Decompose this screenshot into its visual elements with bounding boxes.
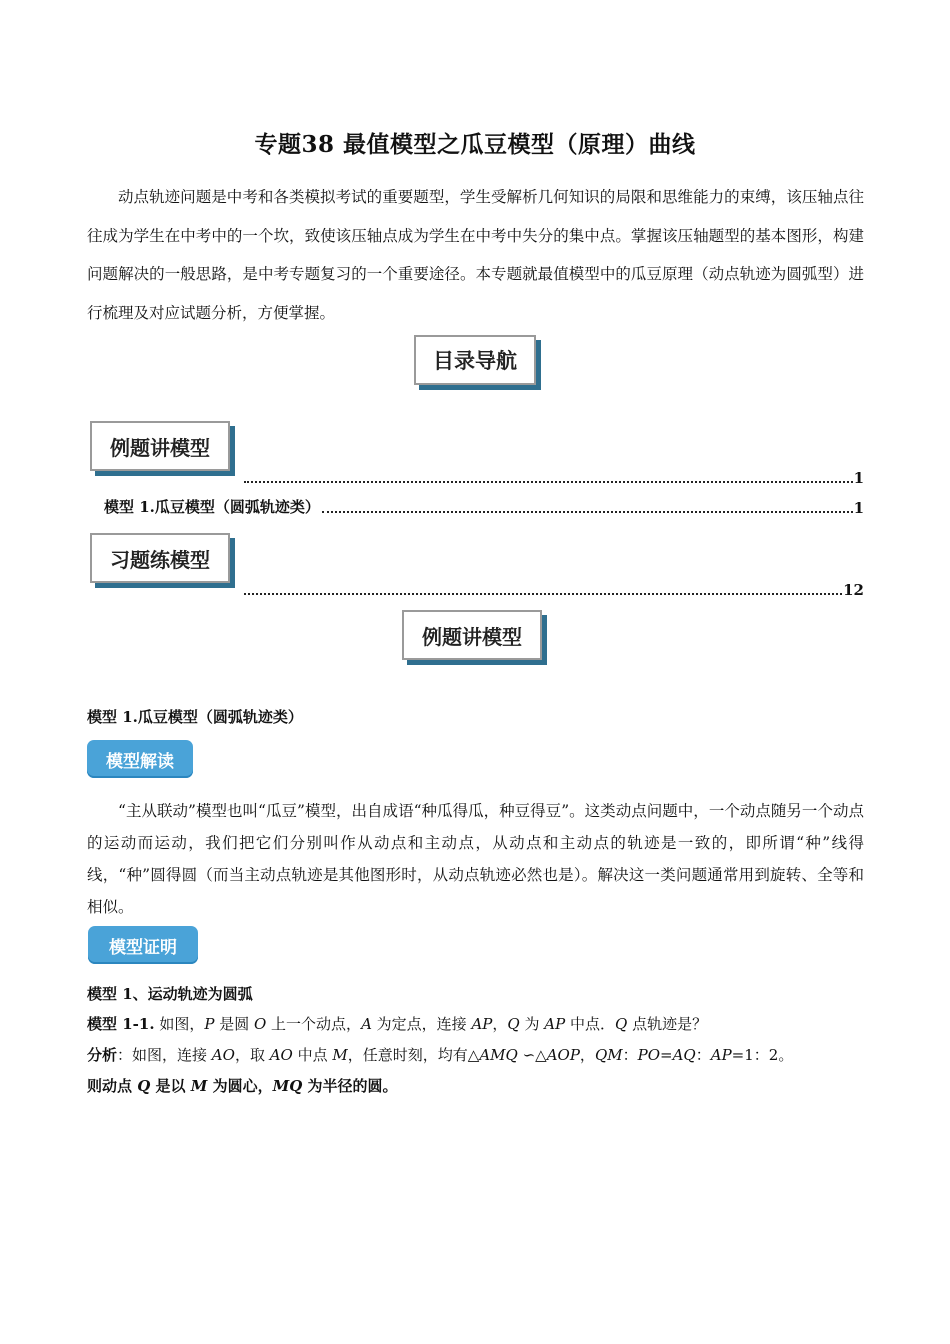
conclusion-text: 则动点: [87, 1077, 138, 1095]
var-A: A: [361, 1015, 372, 1033]
var-MQ: MQ: [272, 1077, 303, 1095]
toc-entry-section2[interactable]: [242, 579, 864, 599]
var-AP: AP: [710, 1046, 732, 1064]
conclusion-statement: [87, 1075, 398, 1096]
analysis-label: 分析: [87, 1046, 118, 1064]
toc-heading: 目录导航: [433, 349, 517, 373]
analysis-text: ，: [579, 1046, 595, 1064]
toc-section2-label: 习题练模型: [110, 547, 210, 572]
analysis-text: ∽△: [517, 1046, 547, 1064]
section-heading-box: [402, 610, 542, 660]
analysis-statement: [87, 1044, 793, 1065]
var-AP: AP: [544, 1015, 566, 1033]
toc-leader-dots: [322, 510, 853, 513]
var-AQ: AQ: [672, 1046, 696, 1064]
model-title: 模型 1.瓜豆模型（圆弧轨迹类）: [87, 708, 303, 726]
problem-statement: [87, 1013, 707, 1034]
analysis-text: ：: [695, 1046, 711, 1064]
var-Q: Q: [614, 1015, 628, 1033]
var-Q: Q: [507, 1015, 520, 1033]
toc-entry-section1[interactable]: [242, 467, 864, 487]
toc-section1-label: 例题讲模型: [110, 435, 210, 460]
intro-paragraph: 动点轨迹问题是中考和各类模拟考试的重要题型，学生受解析几何知识的局限和思维能力的束缚，该压轴点往往成为学生在中考中的一个坎，致使该压轴点成为学生在中考中失分的集中点。掌握该压轴题型的基本图形，构建问题解决的一般思路，是中考专题复习的一个重要途径。本专题就最值模型中的瓜豆原理（动点轨迹为圆弧型）进行梳理及对应试题分析，方便掌握。: [87, 188, 864, 322]
toc-section2-box: [90, 533, 230, 583]
analysis-text: ，取: [234, 1046, 270, 1064]
toc-page-number: 12: [843, 581, 864, 599]
toc-heading-box: [414, 335, 536, 385]
toc-page-number: 1: [853, 469, 864, 487]
conclusion-text: 为半径的圆。: [302, 1077, 398, 1095]
toc-page-number: 1: [853, 499, 864, 517]
var-M: M: [190, 1077, 208, 1095]
analysis-text: ：如图，连接: [117, 1046, 212, 1064]
interpret-paragraph: “主从联动”模型也叫“瓜豆”模型，出自成语“种瓜得瓜，种豆得豆”。这类动点问题中，一个动点随另一个动点的运动而运动，我们把它们分别叫作从动点和主动点，从动点和主动点的轨迹是一致的，即所谓“种”线得线，“种”圆得圆（而当主动点轨迹是其他图形时，从动点轨迹必然也是）。解决这一类问题通常用到旋转、全等和相似。: [87, 802, 864, 916]
model-proof-badge: [88, 926, 198, 964]
badge-label: 模型解读: [106, 751, 174, 772]
problem-text: 为: [519, 1015, 545, 1033]
analysis-text: ，任意时刻，均有△: [347, 1046, 480, 1064]
var-M: M: [332, 1046, 348, 1064]
conclusion-text: 为圆心，: [207, 1077, 273, 1095]
problem-text: 为定点，连接: [371, 1015, 472, 1033]
var-AP: AP: [471, 1015, 493, 1033]
analysis-text: 中点: [292, 1046, 333, 1064]
var-O: O: [253, 1015, 267, 1033]
var-Q: Q: [137, 1077, 151, 1095]
var-QM: QM: [594, 1046, 623, 1064]
problem-label: 模型 1-1.: [87, 1015, 155, 1033]
badge-label: 模型证明: [109, 937, 177, 958]
toc-entry-label: 模型 1.瓜豆模型（圆弧轨迹类）: [104, 498, 320, 516]
problem-text: 是圆: [214, 1015, 254, 1033]
model-interpret-badge: [87, 740, 193, 778]
problem-text: 上一个动点，: [266, 1015, 362, 1033]
problem-text: 如图，: [154, 1015, 205, 1033]
conclusion-text: 是以: [150, 1077, 191, 1095]
problem-text: 中点．: [565, 1015, 615, 1033]
problem-text: 点轨迹是？: [627, 1015, 708, 1033]
analysis-text: ：: [622, 1046, 638, 1064]
var-PO: PO: [637, 1046, 660, 1064]
section-heading: 例题讲模型: [422, 624, 522, 649]
page-title: 专题38 最值模型之瓜豆模型（原理）曲线: [254, 131, 696, 158]
toc-leader-dots: [244, 592, 842, 595]
toc-leader-dots: [244, 480, 853, 483]
var-AO: AO: [211, 1046, 235, 1064]
toc-section1-box: [90, 421, 230, 471]
toc-entry-model1[interactable]: [104, 495, 864, 517]
var-AO: AO: [269, 1046, 293, 1064]
proof-heading: 模型 1、运动轨迹为圆弧: [87, 985, 253, 1003]
analysis-text: =1：2。: [731, 1046, 794, 1064]
var-AOP: AOP: [546, 1046, 580, 1064]
var-P: P: [204, 1015, 215, 1033]
var-AMQ: AMQ: [479, 1046, 518, 1064]
problem-text: ，: [492, 1015, 508, 1033]
analysis-text: =: [660, 1046, 673, 1064]
